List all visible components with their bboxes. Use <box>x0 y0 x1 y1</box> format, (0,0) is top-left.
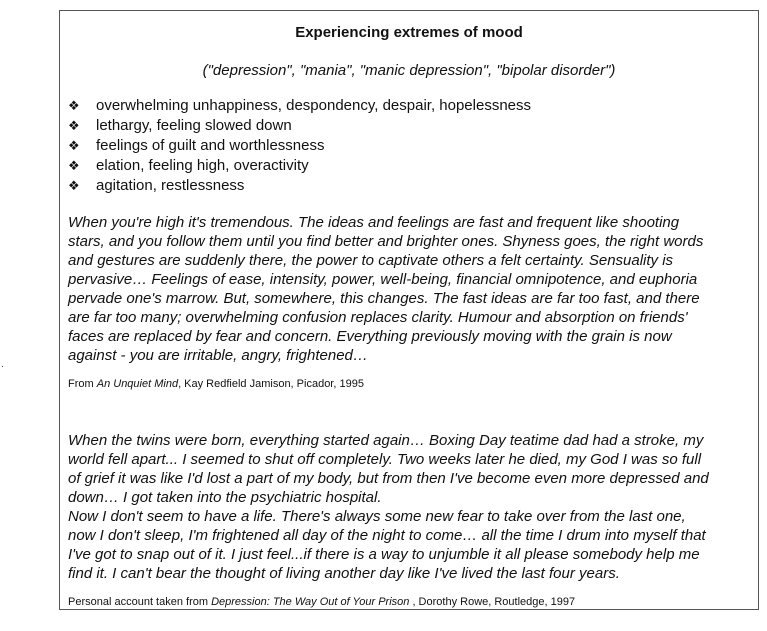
list-item <box>68 176 531 196</box>
list-item-text: lethargy, feeling slowed down <box>96 117 292 134</box>
quote-line: When you're high it's tremendous. The ideas and feelings are fast and frequent like shooting <box>68 214 680 231</box>
quote-line: world fell apart... I seemed to shut off completely. Two weeks later he died, my God I was so full <box>68 451 702 468</box>
citation-book-title: An Unquiet Mind <box>96 378 179 390</box>
quote-line: I've got to snap out of it. I just feel...if there is a way to unjumble it all please somebody help me <box>68 546 700 563</box>
citation-details: , Dorothy Rowe, Routledge, 1997 <box>409 596 576 608</box>
quote-line: pervasive… Feelings of ease, intensity, power, well-being, financial omnipotence, and euphoria <box>68 271 698 288</box>
symptom-list <box>68 96 531 196</box>
quote-line: faces are replaced by fear and concern. Everything previously moving with the grain is now <box>68 328 672 345</box>
quote-line: are far too many; overwhelming confusion replaces clarity. Humour and absorption on friends' <box>68 309 688 326</box>
quote-line: When the twins were born, everything started again… Boxing Day teatime dad had a stroke, my <box>68 432 704 449</box>
citation-prefix: From <box>68 378 97 390</box>
list-item <box>68 136 531 156</box>
quote-jamison <box>68 213 754 365</box>
quote-personal-account <box>68 431 754 583</box>
document-box <box>59 10 759 610</box>
quote-line: of grief it was like I'd lost a part of my body, but from then I've become even more depressed and <box>68 470 709 487</box>
citation-book-title: Depression: The Way Out of Your Prison <box>211 596 410 608</box>
quote-line: stars, and you follow them until you find better and brighter ones. Shyness goes, the right words <box>68 233 704 250</box>
list-item <box>68 116 531 136</box>
list-item <box>68 156 531 176</box>
diamond-bullet-icon: ❖ <box>68 118 80 133</box>
diamond-bullet-icon: ❖ <box>68 98 80 113</box>
stray-mark: . <box>1 359 4 370</box>
citation-details: , Kay Redfield Jamison, Picador, 1995 <box>178 378 364 390</box>
quote-line: down… I got taken into the psychiatric hospital. <box>68 489 382 506</box>
quote-line: Now I don't seem to have a life. There's always some new fear to take over from the last one, <box>68 508 686 525</box>
source-citation-rowe <box>68 595 575 609</box>
diamond-bullet-icon: ❖ <box>68 158 80 173</box>
list-item-text: elation, feeling high, overactivity <box>96 157 309 174</box>
quote-line: pervade one's marrow. But, somewhere, this changes. The fast ideas are far too fast, and there <box>68 290 700 307</box>
diamond-bullet-icon: ❖ <box>68 178 80 193</box>
page-title: Experiencing extremes of mood <box>295 24 523 41</box>
quote-line: find it. I can't bear the thought of living another day like I've lived the last four years. <box>68 565 620 582</box>
list-item-text: overwhelming unhappiness, despondency, despair, hopelessness <box>96 97 532 114</box>
list-item <box>68 96 531 116</box>
quote-line: and gestures are suddenly there, the power to captivate others a felt certainty. Sensuality is <box>68 252 674 269</box>
page-subtitle: ("depression", "mania", "manic depression", "bipolar disorder") <box>202 62 616 79</box>
citation-prefix: Personal account taken from <box>68 596 212 608</box>
source-citation-jamison <box>68 377 364 391</box>
diamond-bullet-icon: ❖ <box>68 138 80 153</box>
list-item-text: agitation, restlessness <box>96 177 245 194</box>
quote-line: against - you are irritable, angry, frightened… <box>68 347 368 364</box>
list-item-text: feelings of guilt and worthlessness <box>96 137 325 154</box>
quote-line: now I don't sleep, I'm frightened all day of the night to come… all the time I drum into myself that <box>68 527 706 544</box>
